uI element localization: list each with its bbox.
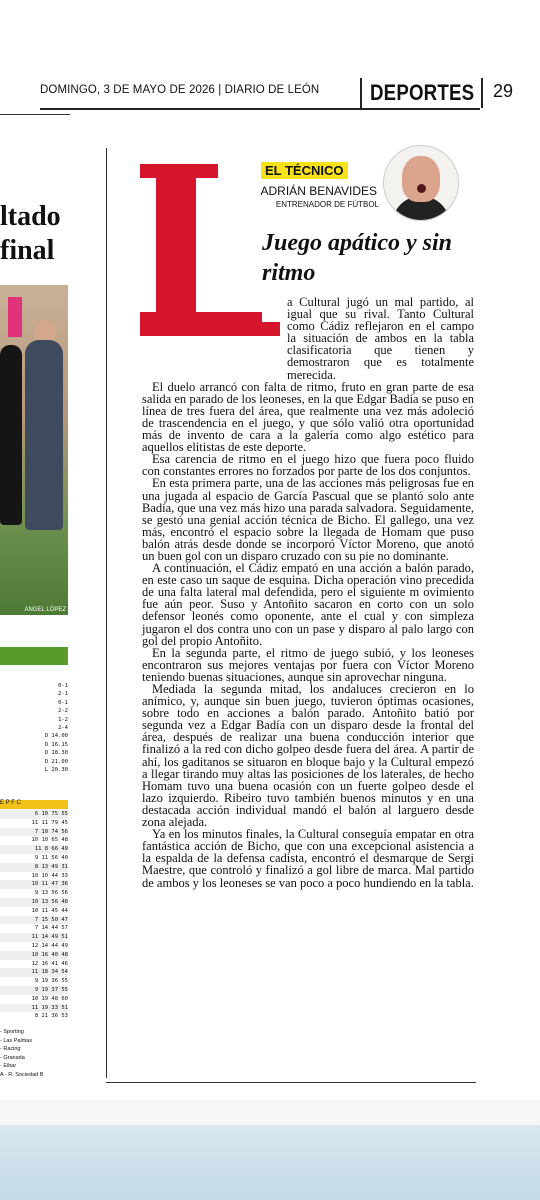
fixture-row: 2-4 [58, 724, 68, 731]
table-row: 10 13 56 48 [0, 898, 68, 907]
fixture-row: D 18.30 [44, 750, 68, 757]
table-row: 11 18 34 54 [0, 968, 68, 977]
header-divider [481, 78, 483, 108]
table-row: 9 13 56 56 [34, 890, 68, 897]
article-paragraph: En la segunda parte, el ritmo de juego subió, y los leoneses encontraron sus mejores ventajas por fuera con Víctor Moreno teniendo buenas situaciones, aunque sin aprovechar ninguna. [142, 645, 474, 684]
opinion-kicker: EL TÉCNICO [261, 162, 348, 179]
table-row: 7 15 50 47 [0, 916, 68, 925]
fixture-row: 1-2 [58, 716, 68, 723]
table-row: 10 11 47 36 [0, 880, 68, 889]
table-header: E P F C [0, 800, 68, 809]
table-row: 12 14 44 49 [31, 942, 68, 949]
fixture-row: - Racing [0, 1046, 21, 1053]
article-paragraph: A continuación, el Cádiz empató en una acción a balón parado, en este caso un saque de esquina. Dicha operación vino precedida de una falta lateral mal defendida, pero el siguiente m ovimiento fue aún peor. Suso y Antoñito sacaron en corto con un solo defensor leonés como oponente, ante el cual y con simpleza jugaron el dos contra uno con un pase y disparo al palo largo con gol del propio Antoñito. [142, 561, 474, 648]
photo-credit: ANGEL LÓPEZ [24, 607, 66, 613]
table-row: 8 21 36 53 [34, 1013, 68, 1020]
table-row: 11 11 79 45 [31, 819, 68, 826]
fixture-row: - Sporting [0, 1029, 24, 1035]
article-paragraph: Mediada la segunda mitad, los andaluces crecieron en lo anímico, y, aunque sin buen juego, tuvieron óptimas ocasiones, sobre todo en acciones a balón parado. Antoñito batió por segunda vez a Edgar Badía con un disparo desde la frontal del área, después de realizar una buena conducción interior que finalizó a la red con dicho golpeo desde fuera del área. A partir de ahí, los gaditanos se situaron en bloque bajo y la Cultural empezó a llegar tirando muy altas las posiciones de los laterales, de hecho Homam tuvo una buena ocasión con un fuerte golpeo desde el lazo izquierdo. Ribeiro tuvo también buenos minutos y en una destacada acción individual mandó el balón al larguero desde zona alejada. [142, 682, 474, 830]
table-row: 9 19 37 55 [0, 986, 68, 995]
photo-detail [8, 297, 22, 337]
article-paragraph: Ya en los minutos finales, la Cultural conseguía empatar en otra fantástica acción de Bicho, que con una excepcional asistencia a la espalda de la defensa cadista, encontró el desmarque de Sergi Maestre, que controló y finalizó a gol libre de marca. Mal partido de ambos y los leoneses se van poco a poco hundiendo en la tabla. [142, 827, 474, 890]
table-row: 10 19 48 60 [31, 995, 68, 1002]
article-paragraph: Esa carencia de ritmo en el juego hizo que fuera poco fluido con constantes errores no forzados por parte de los dos conjuntos. [142, 452, 474, 479]
next-fixtures [0, 1028, 68, 1080]
fixture-row: - Granada [0, 1054, 25, 1061]
table-row: 9 19 36 55 [34, 978, 68, 985]
article-bottom-rule [106, 1082, 476, 1083]
adjacent-article-clip [0, 110, 70, 1100]
author-avatar [383, 145, 459, 221]
table-row: 8 13 49 31 [0, 863, 68, 872]
fixture-row: D 21.00 [44, 758, 68, 765]
column-rule [106, 148, 107, 1078]
table-row: 9 11 56 40 [34, 854, 68, 861]
page-header [40, 78, 514, 110]
table-row: 10 11 45 44 [31, 907, 68, 914]
table-row: 12 16 41 46 [31, 960, 68, 967]
table-row: 11 14 49 51 [0, 933, 68, 942]
table-row: 11 8 66 49 [0, 845, 68, 854]
table-row: 10 10 65 48 [31, 837, 68, 844]
table-row: 7 14 44 57 [34, 925, 68, 932]
page-gap [0, 1100, 540, 1125]
table-row: 10 16 40 48 [0, 951, 68, 960]
fixture-row: 0-1 [58, 699, 68, 706]
fixture-row: - Eibar [0, 1063, 17, 1070]
fixture-row: L 20.30 [44, 766, 68, 773]
page-number: 29 [493, 81, 514, 101]
next-page-strip [0, 1125, 540, 1200]
header-divider [360, 78, 362, 108]
article-paragraph: a Cultural jugó un mal partido, al igual que su rival. Tanto Cultural como Cádiz reflejaron en el campo la situación de ambos en la tabla clasificatoria que tienen y demostraron que es totalmente merecida. [287, 295, 474, 382]
fixture-row: D 14.00 [44, 733, 68, 740]
fixture-row: 2-1 [58, 691, 68, 698]
fixture-row: - Las Palmas [0, 1037, 33, 1044]
article-body [142, 296, 474, 889]
fixture-row: 0-1 [58, 683, 68, 689]
article-title: Juego apático y sin ritmo [262, 230, 452, 286]
article-paragraph: El duelo arrancó con falta de ritmo, fruto en gran parte de esa salida en parado de los leoneses, en la que Edgar Badía se puso en línea de tres fuera del área, que realmente una vez más adoleció de trascendencia en el juego, y que sólo valió otra oportunidad más de invento de cara a la galería como algo estético para aquellos elitistas de este deporte. [142, 379, 474, 455]
table-row: 7 10 74 56 [0, 828, 68, 837]
photo-person [25, 340, 63, 530]
author-name: ADRIÁN BENAVIDES [260, 184, 377, 198]
table-row: 10 10 44 33 [31, 872, 68, 879]
table-row: 6 10 75 55 [0, 810, 68, 819]
section-name: DEPORTES [370, 80, 475, 105]
author-role: ENTRENADOR DE FÚTBOL [275, 200, 379, 209]
match-photo [0, 285, 68, 615]
adjacent-headline: ltado final [0, 201, 61, 266]
standings-table [0, 810, 68, 1021]
table-row: 11 19 33 51 [0, 1004, 68, 1013]
fixture-row: A - R. Sociedad B [0, 1071, 44, 1078]
fixtures-list [0, 682, 68, 774]
table-title-bar [0, 647, 68, 665]
fixture-row: 2-2 [58, 708, 68, 715]
article-paragraph: En esta primera parte, una de las acciones más peligrosas fue en una jugada al espacio de García Pascual que se plantó solo ante Badía, que una vez más hizo una parada salvadora. Seguidamente, se gestó una genial acción técnica de Bicho. El gallego, una vez más, encontró el espacio sobre la llegada de Homam que puso balón atrás desde donde se incorporó Víctor Moreno, que anotó un buen gol con un disparo cruzado con su pie no dominante. [142, 476, 474, 563]
header-date: DOMINGO, 3 DE MAYO DE 2026 | DIARIO DE LEÓN [40, 84, 320, 96]
photo-player [0, 345, 22, 525]
fixture-row: D 16.15 [44, 741, 68, 748]
